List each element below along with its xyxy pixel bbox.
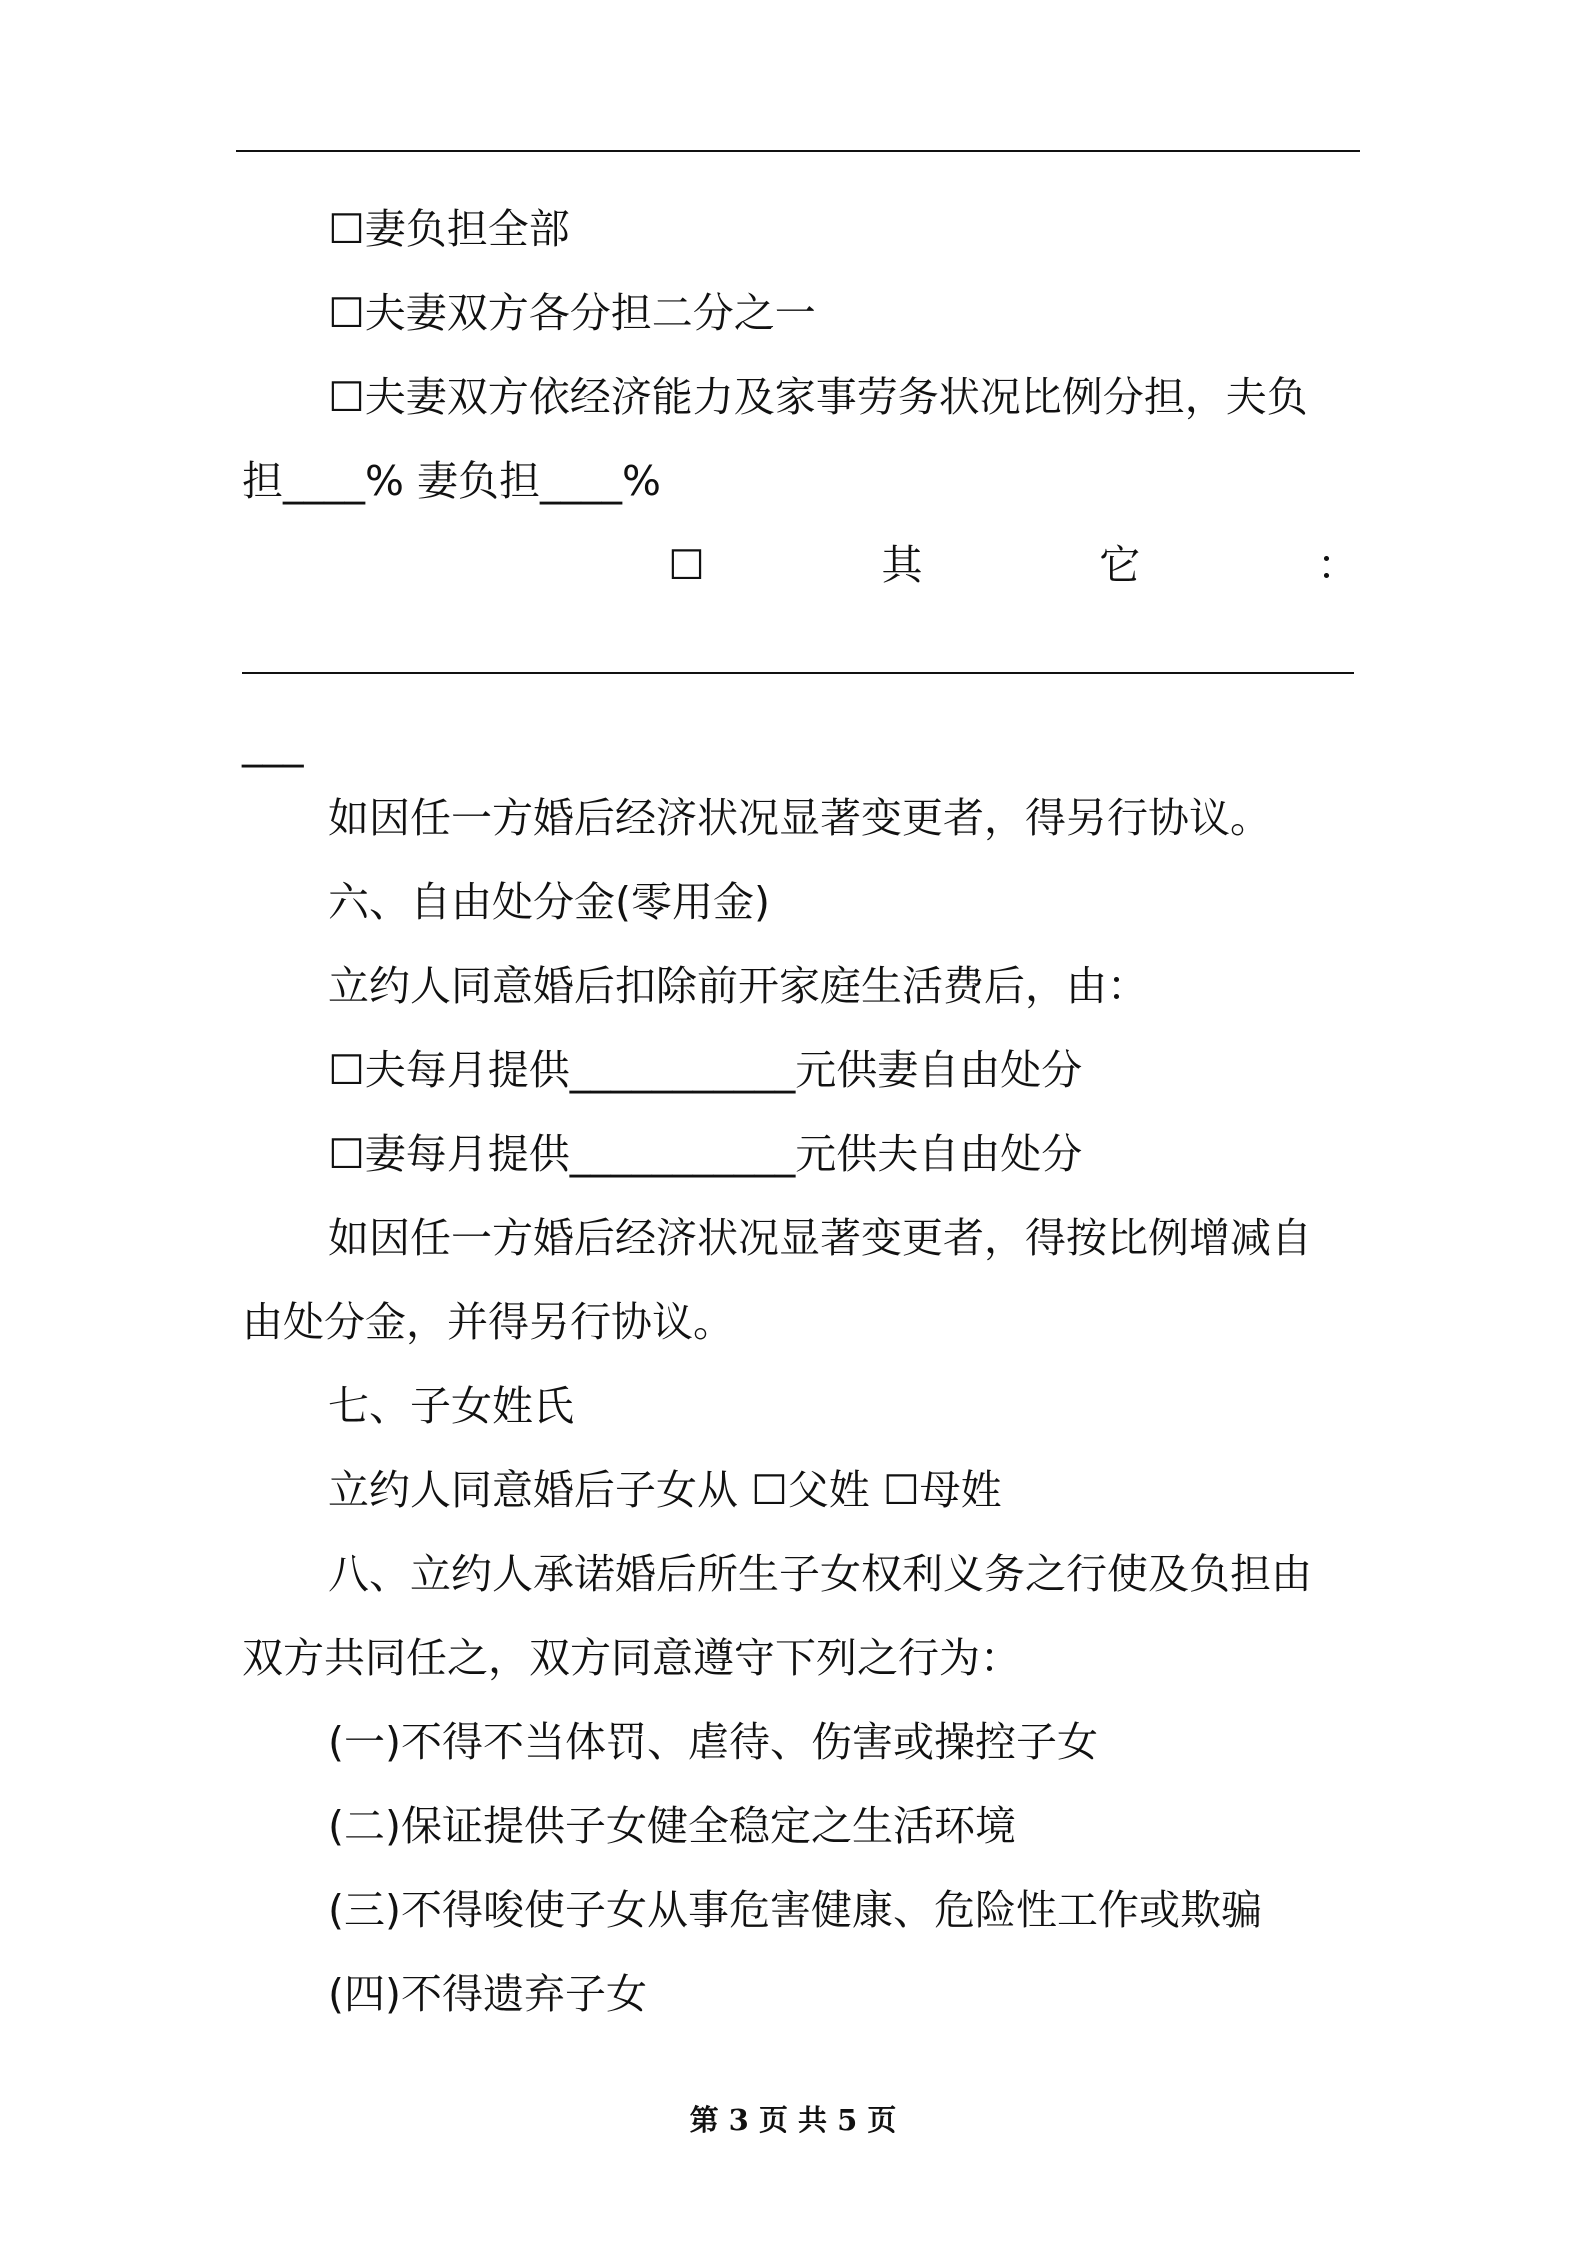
option-wife-provides: ☐妻每月提供___________元供夫自由处分 <box>328 1130 1083 1178</box>
section-eight-heading: 八、立约人承诺婚后所生子女权利义务之行使及负担由 <box>328 1550 1312 1598</box>
page-number: 第 3 页 共 5 页 <box>689 2103 897 2137</box>
option-husband-provides: ☐夫每月提供___________元供妻自由处分 <box>328 1046 1083 1094</box>
rule-two: (二)保证提供子女健全稳定之生活环境 <box>328 1802 1016 1850</box>
option-split-half: ☐夫妻双方各分担二分之一 <box>328 289 816 337</box>
rule-one: (一)不得不当体罚、虐待、伤害或操控子女 <box>328 1718 1098 1766</box>
rule-three: (三)不得唆使子女从事危害健康、危险性工作或欺骗 <box>328 1886 1262 1934</box>
other-label-char-1: 其 <box>881 541 923 589</box>
other-fill-line-tail: ___ <box>242 720 304 768</box>
rule-four: (四)不得遗弃子女 <box>328 1970 647 2018</box>
option-wife-bears-all: ☐妻负担全部 <box>328 205 570 253</box>
other-fill-line <box>242 672 1354 674</box>
adjust-clause: 如因任一方婚后经济状况显著变更者，得按比例增减自 <box>328 1214 1312 1262</box>
option-proportional: ☐夫妻双方依经济能力及家事劳务状况比例分担，夫负 <box>328 373 1308 421</box>
surname-choice: 立约人同意婚后子女从 ☐父姓 ☐母姓 <box>328 1466 1002 1514</box>
allowance-intro: 立约人同意婚后扣除前开家庭生活费后，由： <box>328 962 1148 1010</box>
option-other-row <box>668 537 1358 593</box>
header-rule <box>236 150 1360 152</box>
other-label-char-2: 它 <box>1099 541 1141 589</box>
section-six-heading: 六、自由处分金(零用金) <box>328 878 770 926</box>
section-seven-heading: 七、子女姓氏 <box>328 1382 574 1430</box>
other-colon: ： <box>1316 541 1358 589</box>
section-eight-cont: 双方共同任之，双方同意遵守下列之行为： <box>242 1634 1021 1682</box>
adjust-clause-cont: 由处分金，并得另行协议。 <box>242 1298 734 1346</box>
other-checkbox: ☐ <box>668 541 705 589</box>
change-clause: 如因任一方婚后经济状况显著变更者，得另行协议。 <box>328 794 1271 842</box>
proportion-blanks: 担____% 妻负担____% <box>242 457 661 505</box>
